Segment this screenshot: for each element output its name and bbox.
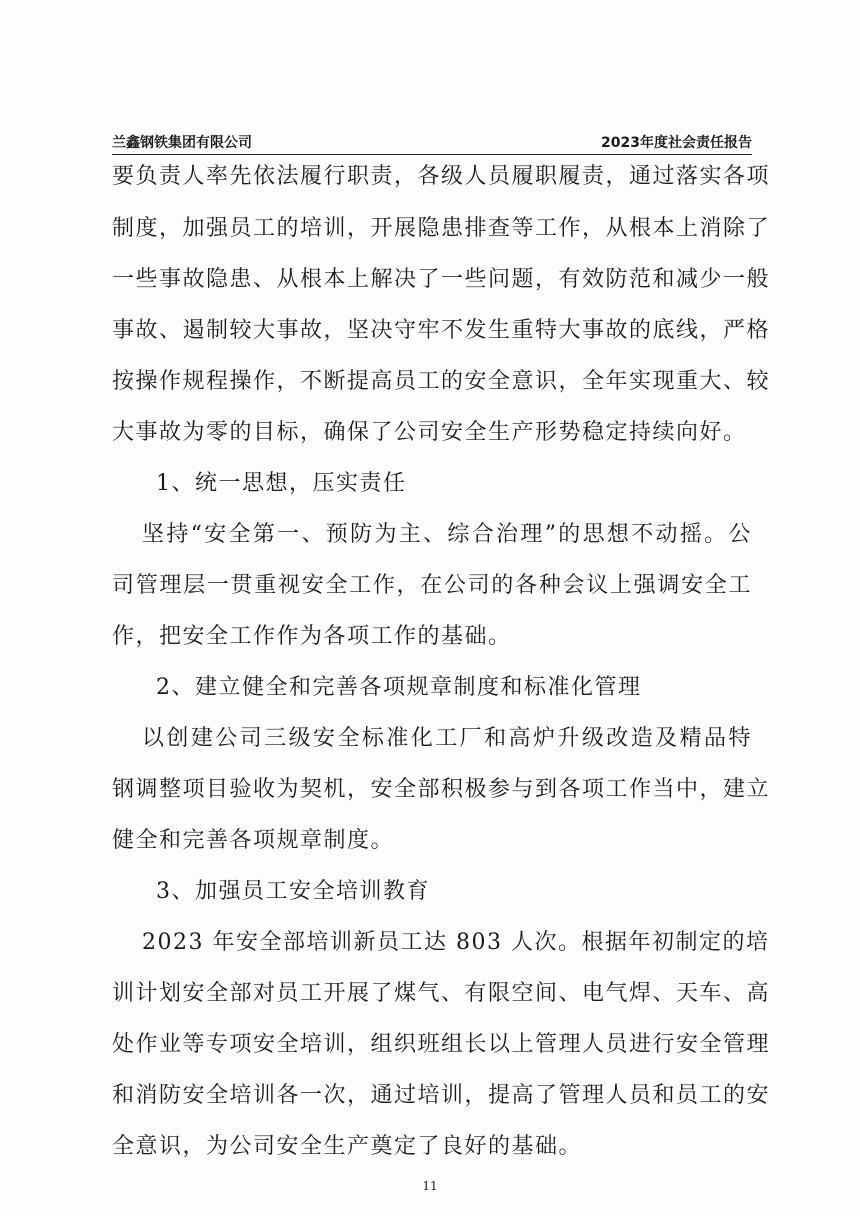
page-header: [112, 134, 752, 155]
section-2-line-3: 健全和完善各项规章制度。: [112, 828, 395, 853]
section-3-line-2: 训计划安全部对员工开展了煤气、有限空间、电气焊、天车、高: [112, 981, 771, 1006]
section-3-heading: 3、加强员工安全培训教育: [156, 879, 430, 904]
section-3-line-1: 2023 年安全部培训新员工达 803 人次。根据年初制定的培: [142, 930, 770, 955]
section-2-line-2: 钢调整项目验收为契机，安全部积极参与到各项工作当中，建立: [112, 777, 771, 802]
header-report-title: 2023年度社会责任报告: [601, 135, 752, 151]
intro-line-6: 大事故为零的目标，确保了公司安全生产形势稳定持续向好。: [112, 420, 747, 445]
section-3-line-3: 处作业等专项安全培训，组织班组长以上管理人员进行安全管理: [112, 1032, 771, 1057]
intro-line-3: 一些事故隐患、从根本上解决了一些问题，有效防范和减少一般: [112, 267, 771, 292]
intro-line-5: 按操作规程操作，不断提高员工的安全意识，全年实现重大、较: [112, 369, 771, 394]
section-3-line-5: 全意识，为公司安全生产奠定了良好的基础。: [112, 1134, 583, 1159]
intro-line-1: 要负责人率先依法履行职责，各级人员履职履责，通过落实各项: [112, 164, 771, 189]
section-1-line-1: 坚持“安全第一、预防为主、综合治理”的思想不动摇。公: [142, 522, 752, 547]
page-number: 11: [422, 1179, 438, 1193]
section-2-line-1: 以创建公司三级安全标准化工厂和高炉升级改造及精品特: [142, 726, 752, 751]
section-2-heading: 2、建立健全和完善各项规章制度和标准化管理: [156, 675, 642, 700]
section-1-line-3: 作，把安全工作作为各项工作的基础。: [112, 624, 512, 649]
section-1-heading: 1、统一思想，压实责任: [156, 471, 407, 496]
section-1-line-2: 司管理层一贯重视安全工作，在公司的各种会议上强调安全工: [112, 573, 752, 598]
intro-line-2: 制度，加强员工的培训，开展隐患排查等工作，从根本上消除了: [112, 216, 771, 241]
intro-line-4: 事故、遏制较大事故，坚决守牢不发生重特大事故的底线，严格: [112, 318, 771, 343]
section-3-line-4: 和消防安全培训各一次，通过培训，提高了管理人员和员工的安: [112, 1083, 771, 1108]
header-company-name: 兰鑫钢铁集团有限公司: [112, 135, 252, 151]
